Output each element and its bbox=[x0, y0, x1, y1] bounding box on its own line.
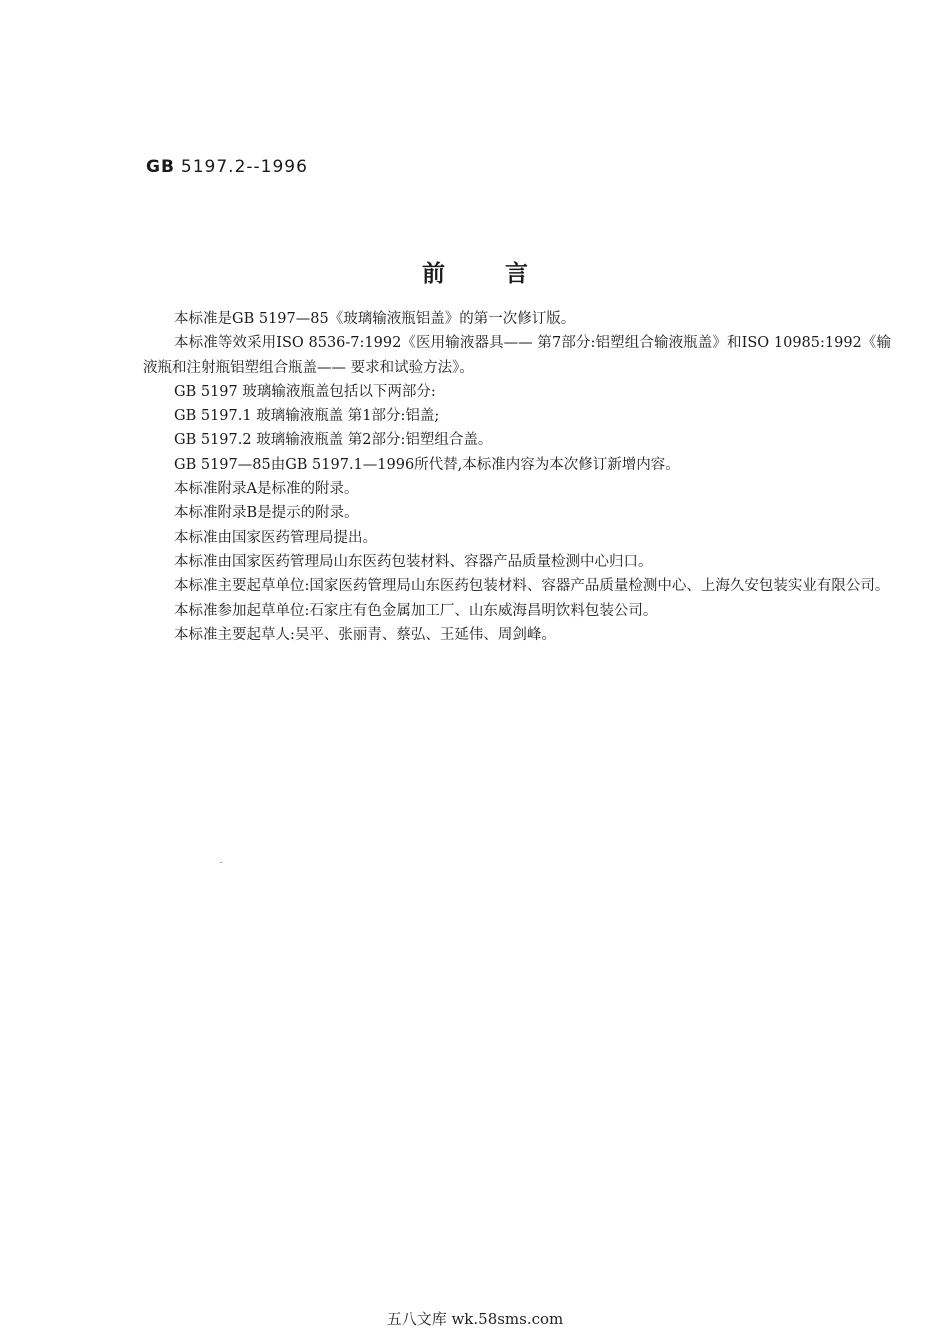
paragraph-revision: 本标准是GB 5197—85《玻璃输液瓶铝盖》的第一次修订版。 bbox=[174, 311, 576, 327]
paragraph-parts-intro: GB 5197 玻璃输液瓶盖包括以下两部分: bbox=[174, 383, 436, 400]
paragraph-main-drafters: 本标准主要起草人:吴平、张丽青、蔡弘、王延伟、周剑峰。 bbox=[174, 626, 556, 643]
paragraph-administrator: 本标准由国家医药管理局山东医药包装材料、容器产品质量检测中心归口。 bbox=[174, 553, 653, 570]
page-title: 前言 bbox=[422, 261, 588, 287]
paragraph-appendix-b: 本标准附录B是提示的附录。 bbox=[174, 505, 359, 522]
paragraph-replacement: GB 5197—85由GB 5197.1—1996所代替,本标准内容为本次修订新增内容。 bbox=[174, 456, 680, 473]
standard-code-number: 5197.2--1996 bbox=[180, 157, 308, 177]
paragraph-proposer: 本标准由国家医药管理局提出。 bbox=[174, 529, 377, 546]
foreword-body bbox=[143, 307, 891, 647]
scan-speck bbox=[220, 862, 222, 863]
paragraph-part-1: GB 5197.1 玻璃输液瓶盖 第1部分:铝盖; bbox=[174, 408, 440, 425]
paragraph-participating-units: 本标准参加起草单位:石家庄有色金属加工厂、山东威海昌明饮料包装公司。 bbox=[174, 602, 658, 619]
standard-code bbox=[146, 157, 308, 177]
footer-watermark: 五八文库 wk.58sms.com bbox=[386, 1310, 564, 1328]
paragraph-main-drafters-units: 本标准主要起草单位:国家医药管理局山东医药包装材料、容器产品质量检测中心、上海久安包装实业有限公司。 bbox=[174, 578, 890, 595]
paragraph-appendix-a: 本标准附录A是标准的附录。 bbox=[174, 481, 359, 498]
standard-code-prefix: GB bbox=[146, 157, 175, 177]
paragraph-part-2: GB 5197.2 玻璃输液瓶盖 第2部分:铝塑组合盖。 bbox=[174, 432, 493, 449]
paragraph-equivalence: 本标准等效采用ISO 8536-7:1992《医用输液器具—— 第7部分:铝塑组合输液瓶盖》和ISO 10985:1992《输液瓶和注射瓶铝塑组合瓶盖—— 要求和试验方法》。 bbox=[143, 335, 891, 376]
